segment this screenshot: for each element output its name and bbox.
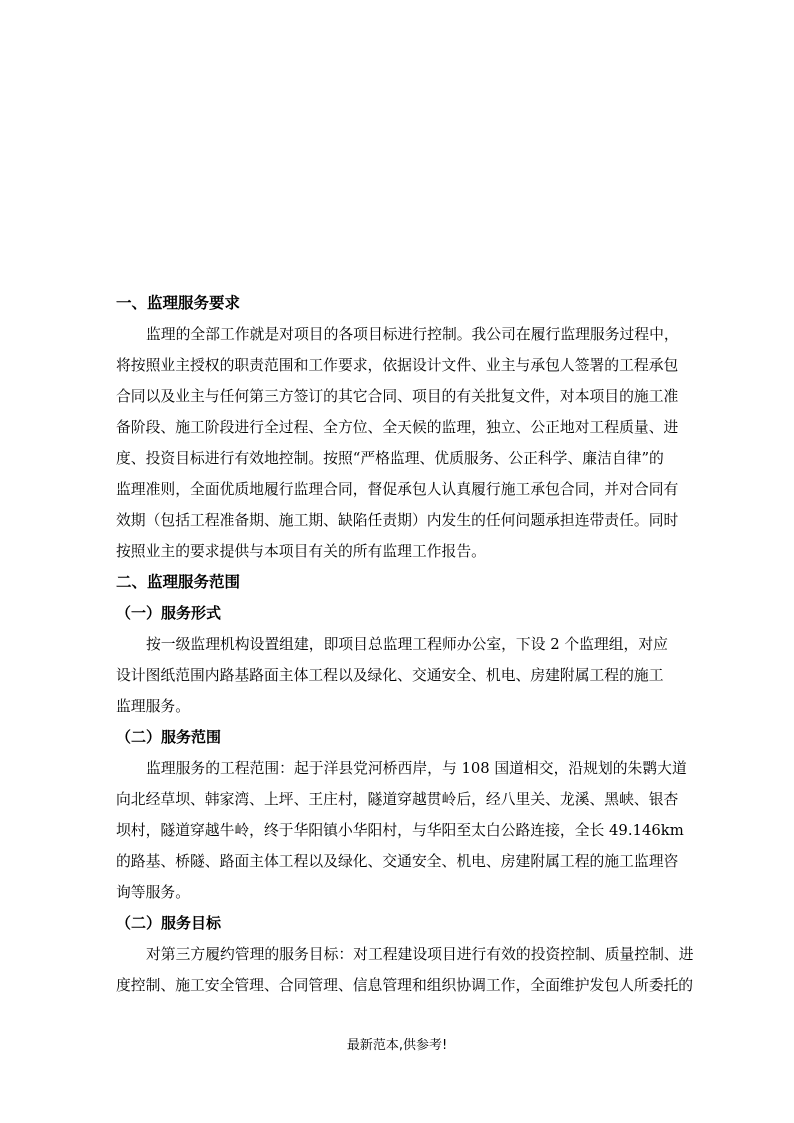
document-body <box>116 288 716 1001</box>
paragraph-line: 监理服务的工程范围：起于洋县党河桥西岸，与 108 国道相交，沿规划的朱鹮大道 <box>146 760 687 777</box>
paragraph-line: 监理准则，全面优质地履行监理合同，督促承包人认真履行施工承包合同，并对合同有 <box>116 481 679 498</box>
subheading-service-goals: （二）服务目标 <box>116 914 222 932</box>
page-footer: 最新范本,供参考! <box>346 1038 448 1053</box>
paragraph-line: 询等服务。 <box>116 884 190 901</box>
service-form-paragraph <box>116 629 716 722</box>
paragraph-line: 按一级监理机构设置组建，即项目总监理工程师办公室，下设 2 个监理组，对应 <box>146 636 668 653</box>
paragraph-line: 的路基、桥隧、路面主体工程以及绿化、交通安全、机电、房建附属工程的施工监理咨 <box>116 853 679 870</box>
paragraph-line: 合同以及业主与任何第三方签订的其它合同、项目的有关批复文件，对本项目的施工准 <box>116 388 679 405</box>
paragraph-line: 设计图纸范围内路基路面主体工程以及绿化、交通安全、机电、房建附属工程的施工 <box>116 667 664 684</box>
subheading-service-form: （一）服务形式 <box>116 604 222 622</box>
paragraph-line: 度、投资目标进行有效地控制。按照“严格监理、优质服务、公正科学、廉洁自律”的 <box>116 450 664 467</box>
section-heading-requirements: 一、监理服务要求 <box>116 294 241 312</box>
paragraph-line: 坝村，隧道穿越牛岭，终于华阳镇小华阳村，与华阳至太白公路连接，全长 49.146km <box>116 822 684 839</box>
paragraph-line: 监理服务。 <box>116 698 190 715</box>
paragraph-line: 对第三方履约管理的服务目标：对工程建设项目进行有效的投资控制、质量控制、进 <box>146 946 694 963</box>
service-scope-paragraph <box>116 753 716 908</box>
paragraph-line: 度控制、施工安全管理、合同管理、信息管理和组织协调工作，全面维护发包人所委托的 <box>116 977 694 994</box>
paragraph-line: 向北经草坝、韩家湾、上坪、王庄村，隧道穿越贯岭后，经八里关、龙溪、黑峡、银杏 <box>116 791 679 808</box>
requirements-paragraph <box>116 319 716 567</box>
paragraph-line: 将按照业主授权的职责范围和工作要求，依据设计文件、业主与承包人签署的工程承包 <box>116 357 679 374</box>
paragraph-line: 监理的全部工作就是对项目的各项目标进行控制。我公司在履行监理服务过程中， <box>146 326 679 343</box>
section-heading-scope: 二、监理服务范围 <box>116 573 241 591</box>
subheading-service-scope: （二）服务范围 <box>116 728 222 746</box>
paragraph-line: 备阶段、施工阶段进行全过程、全方位、全天候的监理，独立、公正地对工程质量、进 <box>116 419 679 436</box>
paragraph-line: 效期（包括工程准备期、施工期、缺陷任责期）内发生的任何问题承担连带责任。同时 <box>116 512 679 529</box>
service-goals-paragraph <box>116 939 716 1001</box>
paragraph-line: 按照业主的要求提供与本项目有关的所有监理工作报告。 <box>116 543 486 560</box>
